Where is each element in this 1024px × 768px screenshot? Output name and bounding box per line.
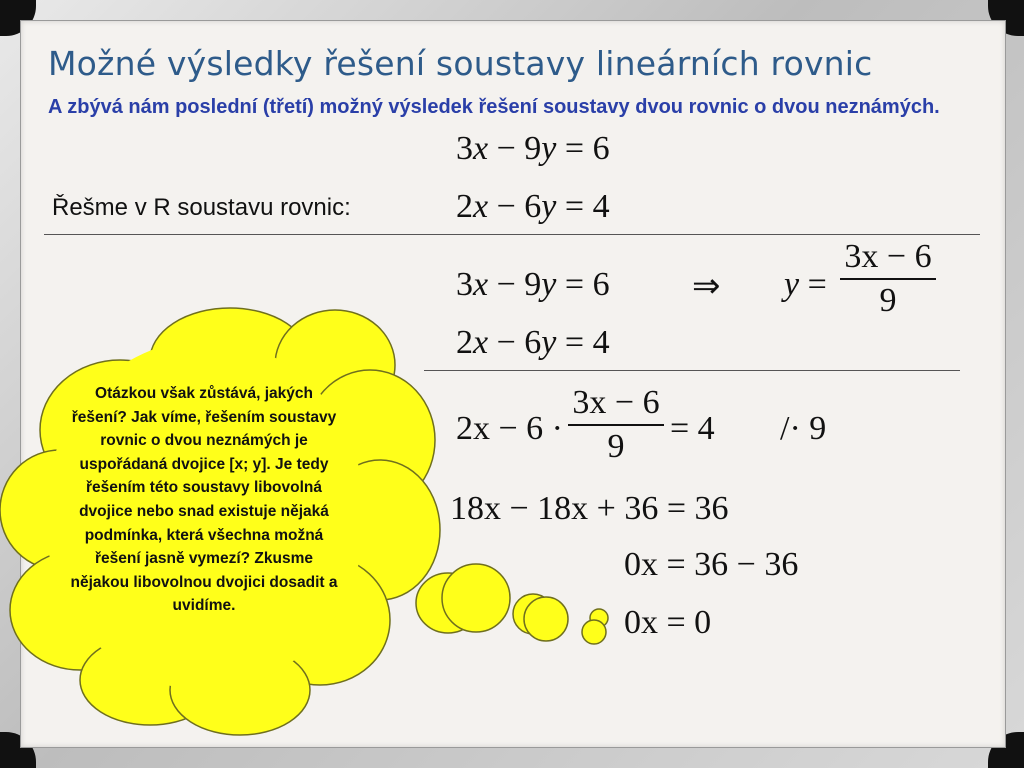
equation-2: 2x − 6y = 4 bbox=[456, 188, 610, 225]
substitution-lhs: 2x − 6 · bbox=[456, 410, 563, 447]
y-variable: y bbox=[784, 266, 800, 303]
thought-bubble bbox=[524, 597, 568, 641]
thought-bubble bbox=[582, 620, 606, 644]
equation-2-copy: 2x − 6y = 4 bbox=[456, 324, 610, 361]
coef: 9 bbox=[524, 130, 542, 167]
coef: 4 bbox=[592, 324, 610, 361]
y-equals: y = bbox=[784, 266, 827, 303]
fraction-numerator: 3x − 6 bbox=[844, 238, 932, 275]
fraction-numerator: 3x − 6 bbox=[572, 384, 660, 421]
coef: 6 bbox=[524, 188, 542, 225]
coef: 2 bbox=[456, 188, 473, 225]
slide-subtitle: A zbývá nám poslední (třetí) možný výsledek řešení soustavy dvou rovnic o dvou neznámých. bbox=[48, 96, 940, 118]
fraction-denominator: 9 bbox=[879, 282, 897, 319]
multiply-note: /· 9 bbox=[780, 410, 827, 447]
solve-label: Řešme v R soustavu rovnic: bbox=[52, 194, 351, 221]
substitution-rhs: = 4 bbox=[670, 410, 715, 447]
thought-bubble bbox=[442, 564, 510, 632]
step-4: 0x = 36 − 36 bbox=[624, 546, 799, 583]
coef: 3 bbox=[456, 130, 473, 167]
coef: 6 bbox=[524, 324, 542, 361]
step-5: 0x = 0 bbox=[624, 604, 712, 641]
coef: 6 bbox=[592, 130, 610, 167]
coef: 4 bbox=[592, 188, 610, 225]
coef: 6 bbox=[592, 266, 610, 303]
equation-1-copy: 3x − 9y = 6 bbox=[456, 266, 610, 303]
coef: 2 bbox=[456, 324, 473, 361]
coef: 9 bbox=[524, 266, 542, 303]
slide-title: Možné výsledky řešení soustavy lineárních rovnic bbox=[48, 44, 873, 83]
cloud-text: Otázkou však zůstává, jakých řešení? Jak víme, řešením soustavy rovnic o dvou neznámých je uspořádaná dvojice [x; y]. Je tedy řešením této soustavy libovolná dvojice nebo snad existuje nějaká podmínka, která všechna možná řešení jasně vymezí? Zkusme nějakou libovolnou dvojici dosadit a uvidíme. bbox=[70, 385, 338, 615]
equation-1: 3x − 9y = 6 bbox=[456, 130, 610, 167]
step-3: 18x − 18x + 36 = 36 bbox=[450, 490, 729, 527]
fraction-denominator: 9 bbox=[607, 428, 625, 465]
coef: 3 bbox=[456, 266, 473, 303]
implies-symbol: ⇒ bbox=[692, 268, 721, 305]
